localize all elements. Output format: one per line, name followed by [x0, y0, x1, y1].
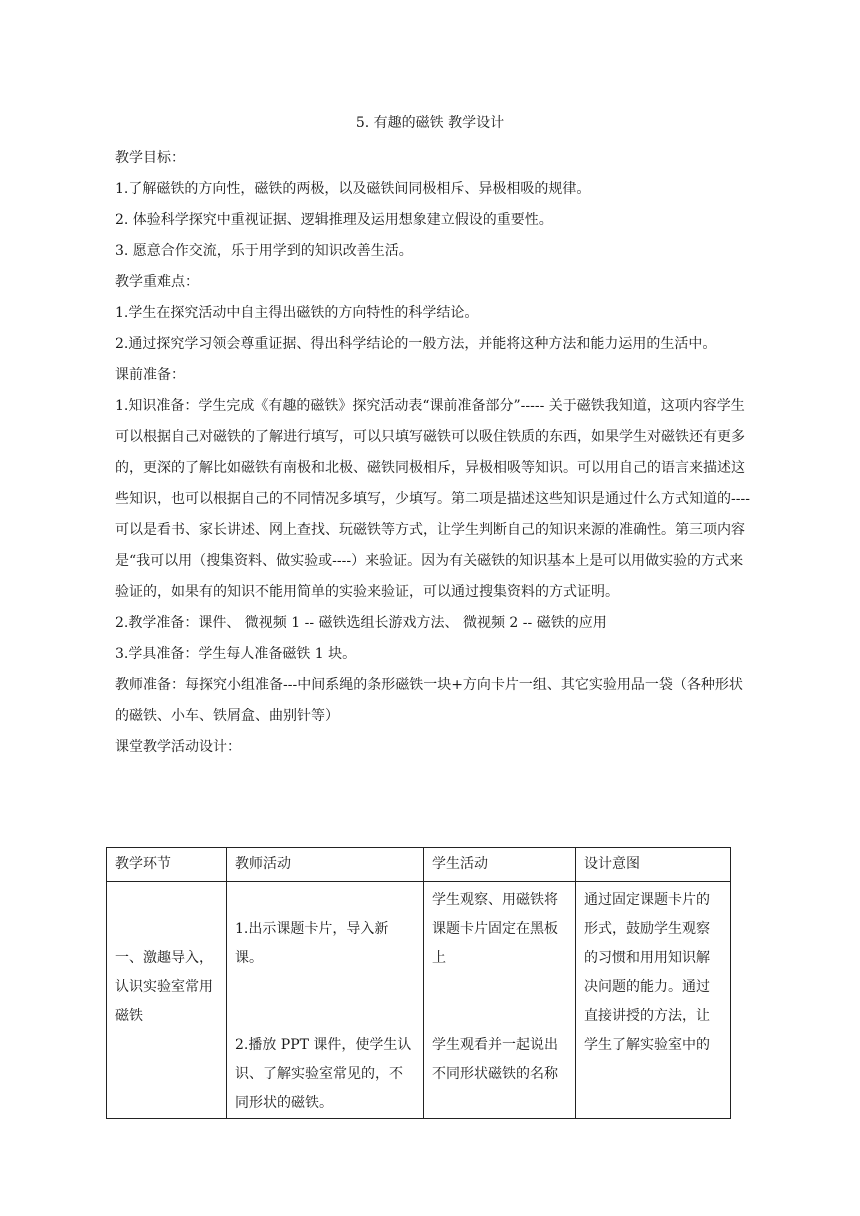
teacher-step-2: 2.播放 PPT 课件，使学生认识、了解实验室常见的，不同形状的磁铁。 — [235, 1037, 412, 1111]
cell-design-intent: 通过固定课题卡片的形式，鼓励学生观察的习惯和用用知识解决问题的能力。通过直接讲授的方法，让学生了解实验室中的 — [576, 882, 731, 1119]
teacher-preparation: 教师准备：每探究小组准备---中间系绳的条形磁铁一块+方向卡片一组、其它实验用品一袋（各种形状的磁铁、小车、铁屑盒、曲别针等） — [115, 677, 743, 724]
header-student-activity: 学生活动 — [424, 848, 576, 882]
student-materials: 3.学具准备：学生每人准备磁铁 1 块。 — [115, 646, 357, 662]
table-row — [107, 882, 731, 1119]
lesson-table — [106, 847, 731, 1119]
activity-design-heading: 课堂教学活动设计： — [115, 739, 241, 755]
goal-item: 2. 体验科学探究中重视证据、逻辑推理及运用想象建立假设的重要性。 — [115, 212, 553, 228]
table-header-row — [107, 848, 731, 882]
goals-heading: 教学目标： — [115, 150, 185, 166]
knowledge-preparation: 1.知识准备：学生完成《有趣的磁铁》探究活动表“课前准备部分”----- 关于磁铁我知道，这项内容学生可以根据自己对磁铁的了解进行填写，可以只填写磁铁可以吸住铁质的东西，如果学生对磁铁还有更多的，更深的了解比如磁铁有南极和北极、磁铁同极相斥，异极相吸等知识。可以用自己的语言来描述这些知识，也可以根据自己的不同情况多填写，少填写。第二项是描述这些知识是通过什么方式知道的----可以是看书、家长讲述、网上查找、玩磁铁等方式，让学生判断自己的知识来源的准确性。第三项内容是“我可以用（搜集资料、做实验或----）来验证。因为有关磁铁的知识基本上是可以用做实验的方式来验证的，如果有的知识不能用简单的实验来验证，可以通过搜集资料的方式证明。 — [115, 398, 750, 600]
cell-stage — [107, 882, 227, 1119]
header-teacher-activity: 教师活动 — [227, 848, 424, 882]
cell-student-activity — [424, 882, 576, 1119]
teacher-step-1: 1.出示课题卡片，导入新课。 — [235, 921, 389, 966]
teaching-preparation: 2.教学准备：课件、 微视频 1 -- 磁铁选组长游戏方法、 微视频 2 -- 磁铁的应用 — [115, 615, 607, 631]
key-point-item: 1.学生在探究活动中自主得出磁铁的方向特性的科学结论。 — [115, 305, 479, 321]
goal-item: 3. 愿意合作交流，乐于用学到的知识改善生活。 — [115, 243, 413, 259]
header-design-intent: 设计意图 — [576, 848, 731, 882]
header-stage: 教学环节 — [107, 848, 227, 882]
page-title: 5. 有趣的磁铁 教学设计 — [355, 115, 505, 131]
cell-teacher-activity — [227, 882, 424, 1119]
goal-item: 1.了解磁铁的方向性，磁铁的两极，以及磁铁间同极相斥、异极相吸的规律。 — [115, 181, 591, 197]
key-point-item: 2.通过探究学习领会尊重证据、得出科学结论的一般方法，并能将这种方法和能力运用的生活中。 — [115, 336, 717, 352]
stage-text: 一、激趣导入，认识实验室常用磁铁 — [115, 950, 213, 1024]
preparation-heading: 课前准备： — [115, 367, 185, 383]
student-step-2: 学生观看并一起说出不同形状磁铁的名称 — [432, 1037, 558, 1082]
document-body — [115, 143, 755, 763]
student-step-1: 学生观察、用磁铁将课题卡片固定在黑板上 — [432, 892, 558, 966]
key-points-heading: 教学重难点： — [115, 274, 199, 290]
